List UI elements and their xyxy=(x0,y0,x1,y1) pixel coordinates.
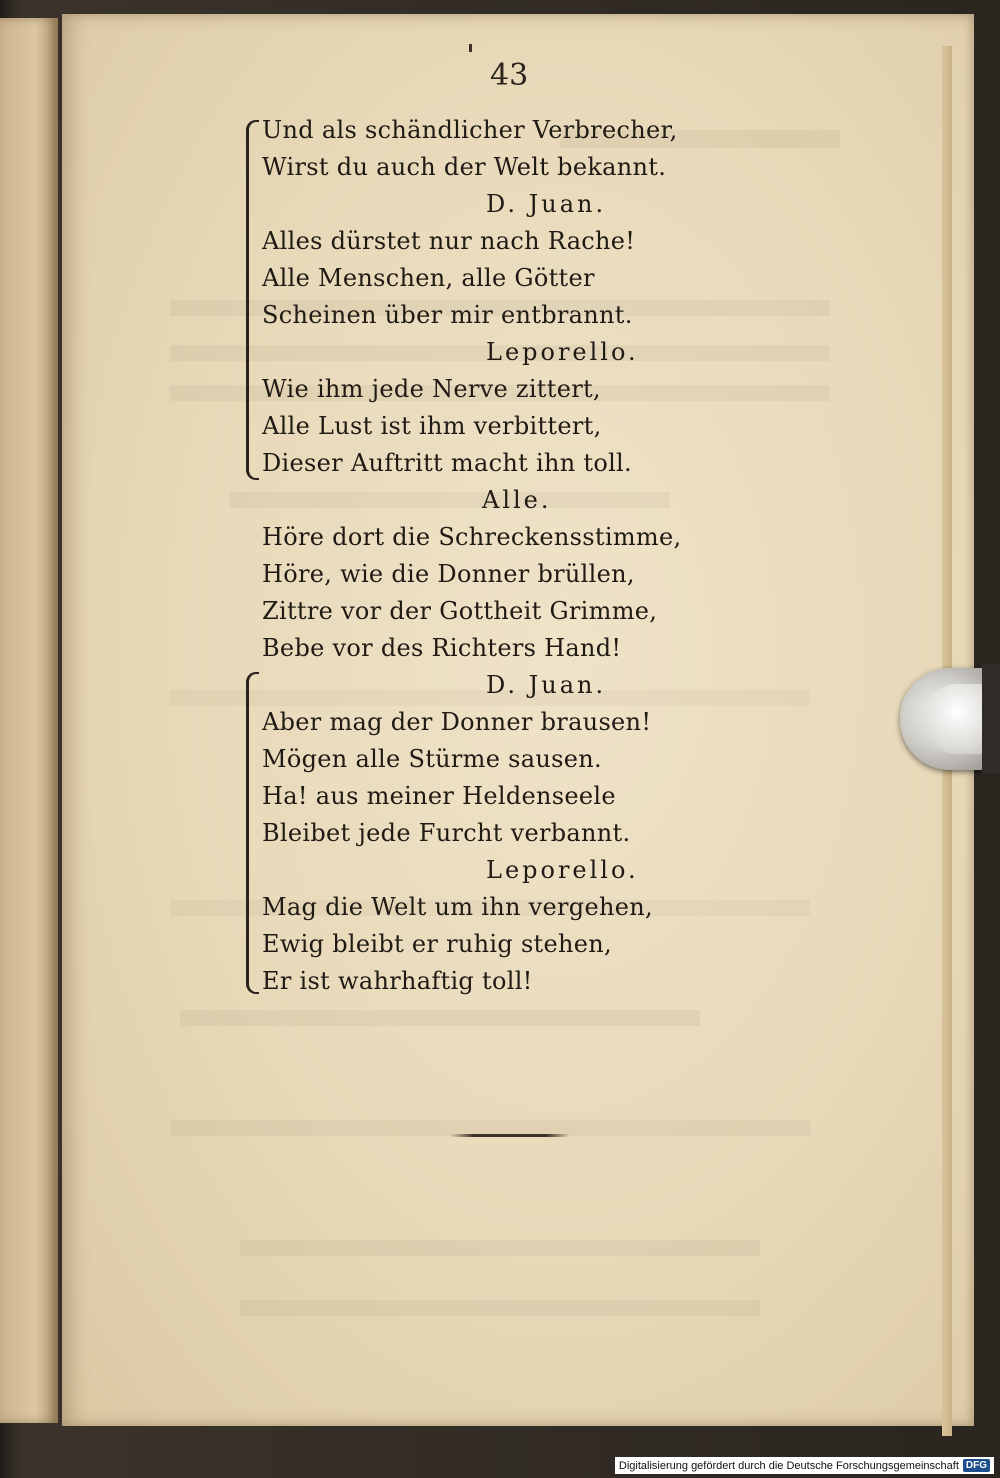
verse-line: Mögen alle Stürme sausen. xyxy=(262,745,602,773)
signature-mark xyxy=(469,44,472,52)
digitization-footer xyxy=(615,1457,994,1474)
funding-notice: Digitalisierung gefördert durch die Deutsche Forschungsgemeinschaft xyxy=(618,1459,959,1472)
speaker-name: D. Juan. xyxy=(486,671,607,699)
verse-line: Alle Menschen, alle Götter xyxy=(262,264,595,292)
verse-bracket xyxy=(246,120,259,480)
verse-line: Bebe vor des Richters Hand! xyxy=(262,634,622,662)
verse-line: Wirst du auch der Welt bekannt. xyxy=(262,153,667,181)
verse-line: Alle Lust ist ihm verbittert, xyxy=(262,412,602,440)
verse-line: Höre, wie die Donner brüllen, xyxy=(262,560,635,588)
verse-line: Ewig bleibt er ruhig stehen, xyxy=(262,930,612,958)
dfg-logo: DFG xyxy=(963,1459,990,1472)
verse-line: Und als schändlicher Verbrecher, xyxy=(262,116,678,144)
speaker-name: Leporello. xyxy=(486,338,639,366)
verse-line: Wie ihm jede Nerve zittert, xyxy=(262,375,601,403)
verse-line: Er ist wahrhaftig toll! xyxy=(262,967,533,995)
speaker-name: D. Juan. xyxy=(486,190,607,218)
verse-bracket xyxy=(246,672,259,994)
verse-line: Ha! aus meiner Heldenseele xyxy=(262,782,616,810)
verse-line: Höre dort die Schreckensstimme, xyxy=(262,523,682,551)
verse-line: Bleibet jede Furcht verbannt. xyxy=(262,819,631,847)
page-number: 43 xyxy=(490,58,529,93)
end-rule xyxy=(450,1134,570,1137)
speaker-name: Leporello. xyxy=(486,856,639,884)
left-page-edge xyxy=(0,18,58,1423)
verse-line: Scheinen über mir entbrannt. xyxy=(262,301,633,329)
verse-line: Mag die Welt um ihn vergehen, xyxy=(262,893,653,921)
verse-line: Dieser Auftritt macht ihn toll. xyxy=(262,449,632,477)
speaker-name: Alle. xyxy=(482,486,552,514)
verse-line: Aber mag der Donner brausen! xyxy=(262,708,652,736)
verse-line: Zittre vor der Gottheit Grimme, xyxy=(262,597,658,625)
verse-text-block xyxy=(262,112,732,1000)
verse-line: Alles dürstet nur nach Rache! xyxy=(262,227,636,255)
clip-bar xyxy=(982,664,1000,774)
